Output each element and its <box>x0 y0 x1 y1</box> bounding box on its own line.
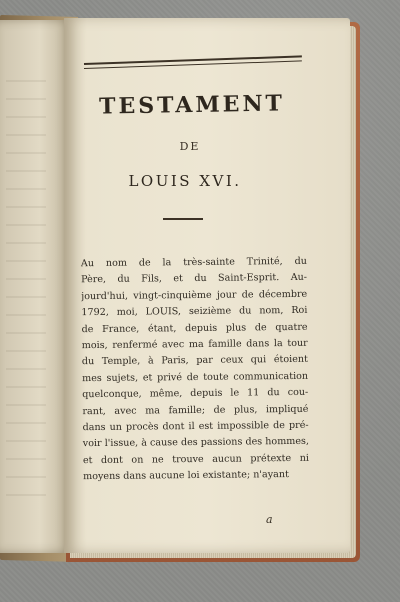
title-divider <box>163 218 203 220</box>
title-particle: DE <box>179 140 201 153</box>
signature-mark: a <box>266 513 273 526</box>
body-line: mois, renfermé avec ma famille dans la tour <box>81 337 308 352</box>
body-line: 1792, moi, LOUIS, seizième du nom, Roi <box>81 305 308 319</box>
title-name: LOUIS XVI. <box>128 172 242 190</box>
body-line: rant, avec ma famille; de plus, impliqué <box>82 403 309 417</box>
body-line: Au nom de la très-sainte Trinité, du <box>80 255 307 270</box>
left-page-bleed-through <box>6 80 46 500</box>
body-line: quelconque, même, depuis le 11 du cou- <box>82 387 309 401</box>
body-line: et dont on ne trouve aucun prétexte ni <box>82 452 309 467</box>
body-line: moyens dans aucune loi existante; n'ayant <box>83 469 289 483</box>
body-line: de France, étant, depuis plus de quatre <box>81 321 308 335</box>
page-title: TESTAMENT <box>98 90 286 120</box>
body-text <box>81 254 309 486</box>
body-line: Père, du Fils, et du Saint-Esprit. Au- <box>80 272 308 286</box>
body-line: mes sujets, et privé de toute communication <box>82 370 309 385</box>
body-line: jourd'hui, vingt-cinquième jour de décembre <box>81 288 308 302</box>
body-line: du Temple, à Paris, par ceux qui étoient <box>81 354 308 368</box>
left-page <box>0 20 72 553</box>
body-line: dans un procès dont il est impossible de pré- <box>82 419 309 434</box>
body-line: voir l'issue, à cause des passions des hommes, <box>82 436 309 450</box>
